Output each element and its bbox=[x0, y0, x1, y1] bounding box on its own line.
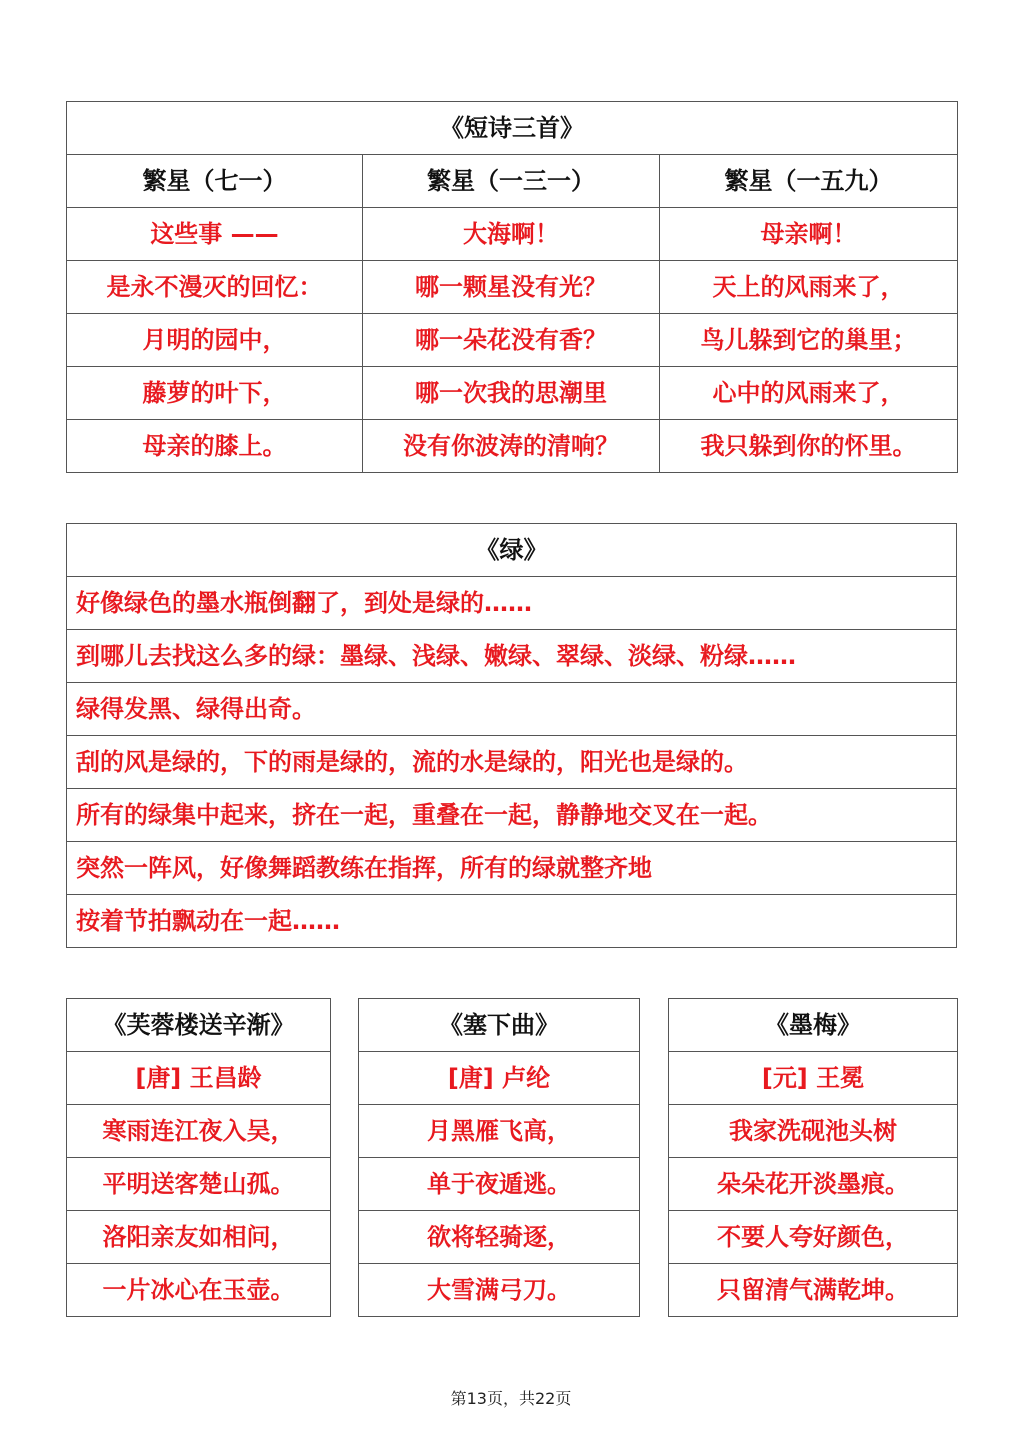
poem-title: 《芙蓉楼送辛渐》 bbox=[67, 999, 331, 1052]
poem-line: 我只躲到你的怀里。 bbox=[660, 420, 958, 473]
poem-line: 平明送客楚山孤。 bbox=[67, 1158, 331, 1211]
table-row bbox=[67, 208, 958, 261]
short-poems-table bbox=[66, 101, 958, 473]
poem-line: 没有你波涛的清响？ bbox=[363, 420, 660, 473]
poem-author: [唐] 卢纶 bbox=[359, 1052, 640, 1105]
column-header: 繁星（七一） bbox=[67, 155, 363, 208]
poem-line: 母亲啊！ bbox=[660, 208, 958, 261]
poem-table-furong bbox=[66, 998, 331, 1317]
column-header: 繁星（一三一） bbox=[363, 155, 660, 208]
poem-line: 母亲的膝上。 bbox=[67, 420, 363, 473]
poem-line: 朵朵花开淡墨痕。 bbox=[669, 1158, 958, 1211]
poem-line: 藤萝的叶下， bbox=[67, 367, 363, 420]
poem-line: 哪一次我的思潮里 bbox=[363, 367, 660, 420]
poem-author: [唐] 王昌龄 bbox=[67, 1052, 331, 1105]
table-row bbox=[67, 789, 957, 842]
poem-line: 大海啊！ bbox=[363, 208, 660, 261]
poem-table-momei bbox=[668, 998, 958, 1317]
table-row bbox=[67, 314, 958, 367]
prose-line: 好像绿色的墨水瓶倒翻了，到处是绿的…… bbox=[67, 577, 957, 630]
short-poems-title: 《短诗三首》 bbox=[67, 102, 958, 155]
prose-line: 绿得发黑、绿得出奇。 bbox=[67, 683, 957, 736]
poem-line: 月黑雁飞高， bbox=[359, 1105, 640, 1158]
prose-line: 所有的绿集中起来，挤在一起，重叠在一起，静静地交叉在一起。 bbox=[67, 789, 957, 842]
prose-line: 刮的风是绿的，下的雨是绿的，流的水是绿的，阳光也是绿的。 bbox=[67, 736, 957, 789]
poem-line: 天上的风雨来了， bbox=[660, 261, 958, 314]
green-title: 《绿》 bbox=[67, 524, 957, 577]
table-row bbox=[67, 895, 957, 948]
prose-line: 突然一阵风，好像舞蹈教练在指挥，所有的绿就整齐地 bbox=[67, 842, 957, 895]
column-header: 繁星（一五九） bbox=[660, 155, 958, 208]
prose-line: 按着节拍飘动在一起…… bbox=[67, 895, 957, 948]
poem-table-saixia bbox=[358, 998, 640, 1317]
poem-line: 我家洗砚池头树 bbox=[669, 1105, 958, 1158]
table-row bbox=[67, 367, 958, 420]
poem-line: 只留清气满乾坤。 bbox=[669, 1264, 958, 1317]
table-row bbox=[67, 736, 957, 789]
poem-line: 月明的园中， bbox=[67, 314, 363, 367]
poem-author: [元] 王冕 bbox=[669, 1052, 958, 1105]
green-table bbox=[66, 523, 957, 948]
poem-line: 单于夜遁逃。 bbox=[359, 1158, 640, 1211]
poem-line: 这些事 —— bbox=[67, 208, 363, 261]
table-row bbox=[67, 261, 958, 314]
prose-line: 到哪儿去找这么多的绿：墨绿、浅绿、嫩绿、翠绿、淡绿、粉绿…… bbox=[67, 630, 957, 683]
poem-line: 心中的风雨来了， bbox=[660, 367, 958, 420]
table-row bbox=[67, 683, 957, 736]
poem-line: 鸟儿躲到它的巢里； bbox=[660, 314, 958, 367]
poem-line: 欲将轻骑逐， bbox=[359, 1211, 640, 1264]
poem-title: 《墨梅》 bbox=[669, 999, 958, 1052]
poem-line: 是永不漫灭的回忆： bbox=[67, 261, 363, 314]
poem-line: 哪一颗星没有光？ bbox=[363, 261, 660, 314]
table-row bbox=[67, 630, 957, 683]
poem-line: 洛阳亲友如相问， bbox=[67, 1211, 331, 1264]
poem-line: 大雪满弓刀。 bbox=[359, 1264, 640, 1317]
table-row bbox=[67, 842, 957, 895]
poem-line: 不要人夸好颜色， bbox=[669, 1211, 958, 1264]
poem-line: 一片冰心在玉壶。 bbox=[67, 1264, 331, 1317]
poem-line: 哪一朵花没有香？ bbox=[363, 314, 660, 367]
poem-line: 寒雨连江夜入吴， bbox=[67, 1105, 331, 1158]
table-header-row bbox=[67, 155, 958, 208]
page-number: 第13页，共22页 bbox=[450, 1389, 572, 1408]
table-row bbox=[67, 420, 958, 473]
poem-title: 《塞下曲》 bbox=[359, 999, 640, 1052]
table-row bbox=[67, 577, 957, 630]
